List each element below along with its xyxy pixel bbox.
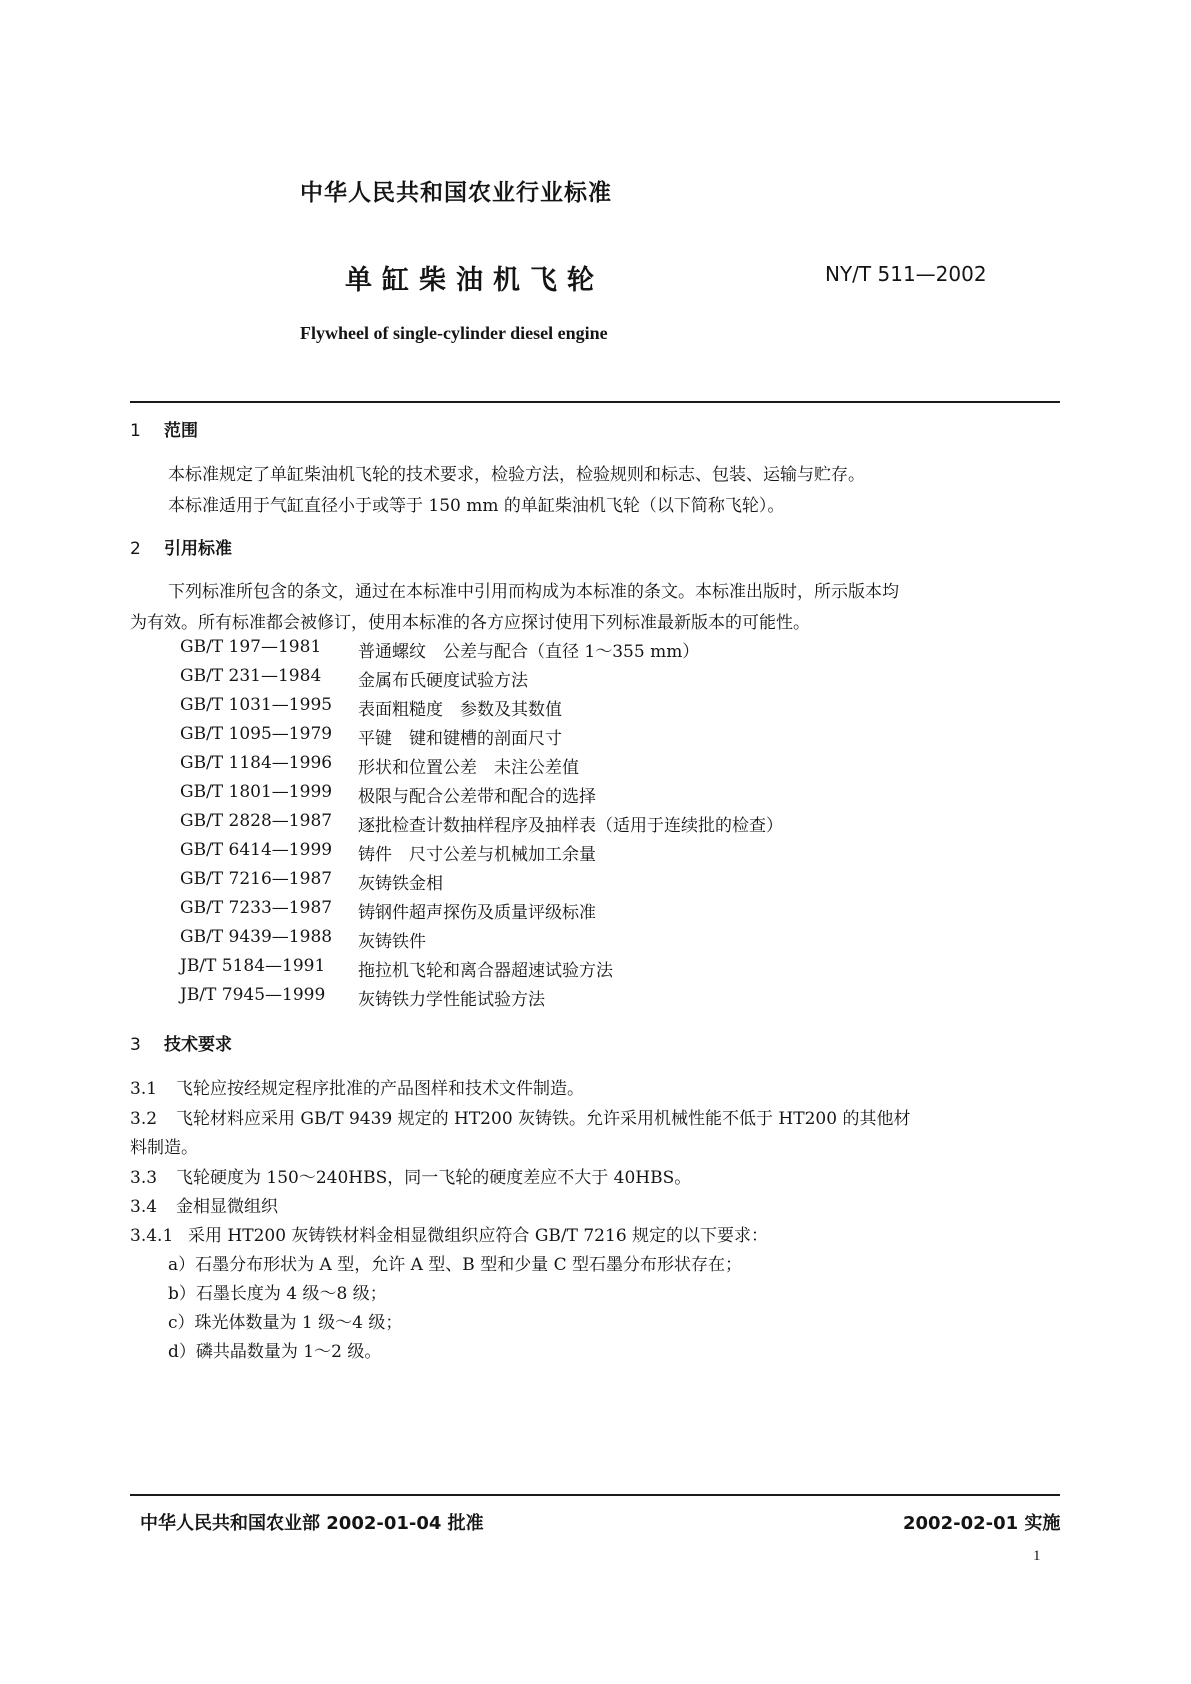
reference-title: 金属布氏硬度试验方法 [358, 671, 528, 691]
section-title: 范围 [164, 421, 198, 441]
list-item-b: b）石墨长度为 4 级～8 级； [168, 1284, 387, 1304]
reference-code: GB/T 197—1981 [180, 637, 322, 657]
section-title: 技术要求 [164, 1035, 232, 1055]
reference-code: GB/T 2828—1987 [180, 811, 333, 831]
section-1-paragraph-1: 本标准规定了单缸柴油机飞轮的技术要求，检验方法，检验规则和标志、包装、运输与贮存。 [168, 465, 865, 485]
clause-3-1 [130, 1074, 584, 1099]
reference-title: 极限与配合公差带和配合的选择 [358, 787, 596, 807]
reference-title: 普通螺纹 公差与配合（直径 1～355 mm） [358, 642, 700, 662]
reference-code: JB/T 7945—1999 [180, 985, 326, 1005]
reference-title: 灰铸铁金相 [358, 874, 443, 894]
reference-code: GB/T 7216—1987 [180, 869, 333, 889]
clause-3-4 [130, 1192, 278, 1217]
clause-3-2-continued: 料制造。 [130, 1138, 198, 1158]
reference-title: 逐批检查计数抽样程序及抽样表（适用于连续批的检查） [358, 816, 783, 836]
reference-title: 形状和位置公差 未注公差值 [358, 758, 579, 778]
reference-title: 表面粗糙度 参数及其数值 [358, 700, 562, 720]
footer-divider [130, 1494, 1060, 1496]
section-2-heading [130, 534, 232, 559]
reference-code: GB/T 1031—1995 [180, 695, 333, 715]
reference-code: GB/T 6414—1999 [180, 840, 333, 860]
section-1-heading [130, 416, 198, 441]
clause-text: 飞轮材料应采用 GB/T 9439 规定的 HT200 灰铸铁。允许采用机械性能不低于 HT200 的其他材 [176, 1109, 911, 1129]
section-title: 引用标准 [164, 539, 232, 559]
standard-number: NY/T 511—2002 [825, 262, 987, 286]
reference-title: 铸件 尺寸公差与机械加工余量 [358, 845, 596, 865]
reference-code: GB/T 231—1984 [180, 666, 322, 686]
clause-text: 采用 HT200 灰铸铁材料金相显微组织应符合 GB/T 7216 规定的以下要求： [188, 1226, 769, 1246]
reference-title: 灰铸铁力学性能试验方法 [358, 990, 545, 1010]
reference-code: JB/T 5184—1991 [180, 956, 326, 976]
page-number: 1 [1033, 1548, 1041, 1564]
effective-date: 2002-02-01 实施 [903, 1513, 1061, 1534]
reference-code: GB/T 1184—1996 [180, 753, 333, 773]
reference-code: GB/T 7233—1987 [180, 898, 333, 918]
clause-number: 3.4.1 [130, 1226, 174, 1246]
standard-title-chinese: 单缸柴油机飞轮 [345, 265, 604, 296]
reference-code: GB/T 9439—1988 [180, 927, 333, 947]
header-divider [130, 401, 1060, 403]
list-item-d: d）磷共晶数量为 1～2 级。 [168, 1342, 382, 1362]
clause-number: 3.1 [130, 1079, 158, 1099]
clause-number: 3.4 [130, 1197, 158, 1217]
section-1-paragraph-2: 本标准适用于气缸直径小于或等于 150 mm 的单缸柴油机飞轮（以下简称飞轮）。 [168, 496, 785, 516]
clause-text: 飞轮应按经规定程序批准的产品图样和技术文件制造。 [176, 1079, 584, 1099]
approval-line: 中华人民共和国农业部 2002-01-04 批准 [140, 1513, 484, 1534]
section-number: 2 [130, 539, 141, 559]
clause-number: 3.3 [130, 1168, 158, 1188]
section-3-heading [130, 1030, 232, 1055]
reference-title: 拖拉机飞轮和离合器超速试验方法 [358, 961, 613, 981]
section-number: 1 [130, 421, 141, 441]
section-2-intro-line-2: 为有效。所有标准都会被修订，使用本标准的各方应探讨使用下列标准最新版本的可能性。 [130, 613, 810, 633]
clause-3-3 [130, 1163, 691, 1188]
section-2-intro-line-1: 下列标准所包含的条文，通过在本标准中引用而构成为本标准的条文。本标准出版时，所示版本均 [168, 582, 899, 602]
clause-3-4-1 [130, 1221, 768, 1246]
reference-title: 灰铸铁件 [358, 932, 426, 952]
list-item-a: a）石墨分布形状为 A 型，允许 A 型、B 型和少量 C 型石墨分布形状存在； [168, 1255, 743, 1275]
clause-text: 飞轮硬度为 150～240HBS，同一飞轮的硬度差应不大于 40HBS。 [176, 1168, 692, 1188]
issuing-agency-line: 中华人民共和国农业行业标准 [300, 180, 612, 206]
reference-title: 铸钢件超声探伤及质量评级标准 [358, 903, 596, 923]
section-number: 3 [130, 1035, 141, 1055]
reference-title: 平键 键和键槽的剖面尺寸 [358, 729, 562, 749]
clause-3-2 [130, 1104, 910, 1129]
standard-title-english: Flywheel of single-cylinder diesel engine [300, 323, 608, 343]
list-item-c: c）珠光体数量为 1 级～4 级； [168, 1313, 403, 1333]
clause-text: 金相显微组织 [176, 1197, 278, 1217]
reference-code: GB/T 1095—1979 [180, 724, 333, 744]
reference-code: GB/T 1801—1999 [180, 782, 333, 802]
clause-number: 3.2 [130, 1109, 158, 1129]
